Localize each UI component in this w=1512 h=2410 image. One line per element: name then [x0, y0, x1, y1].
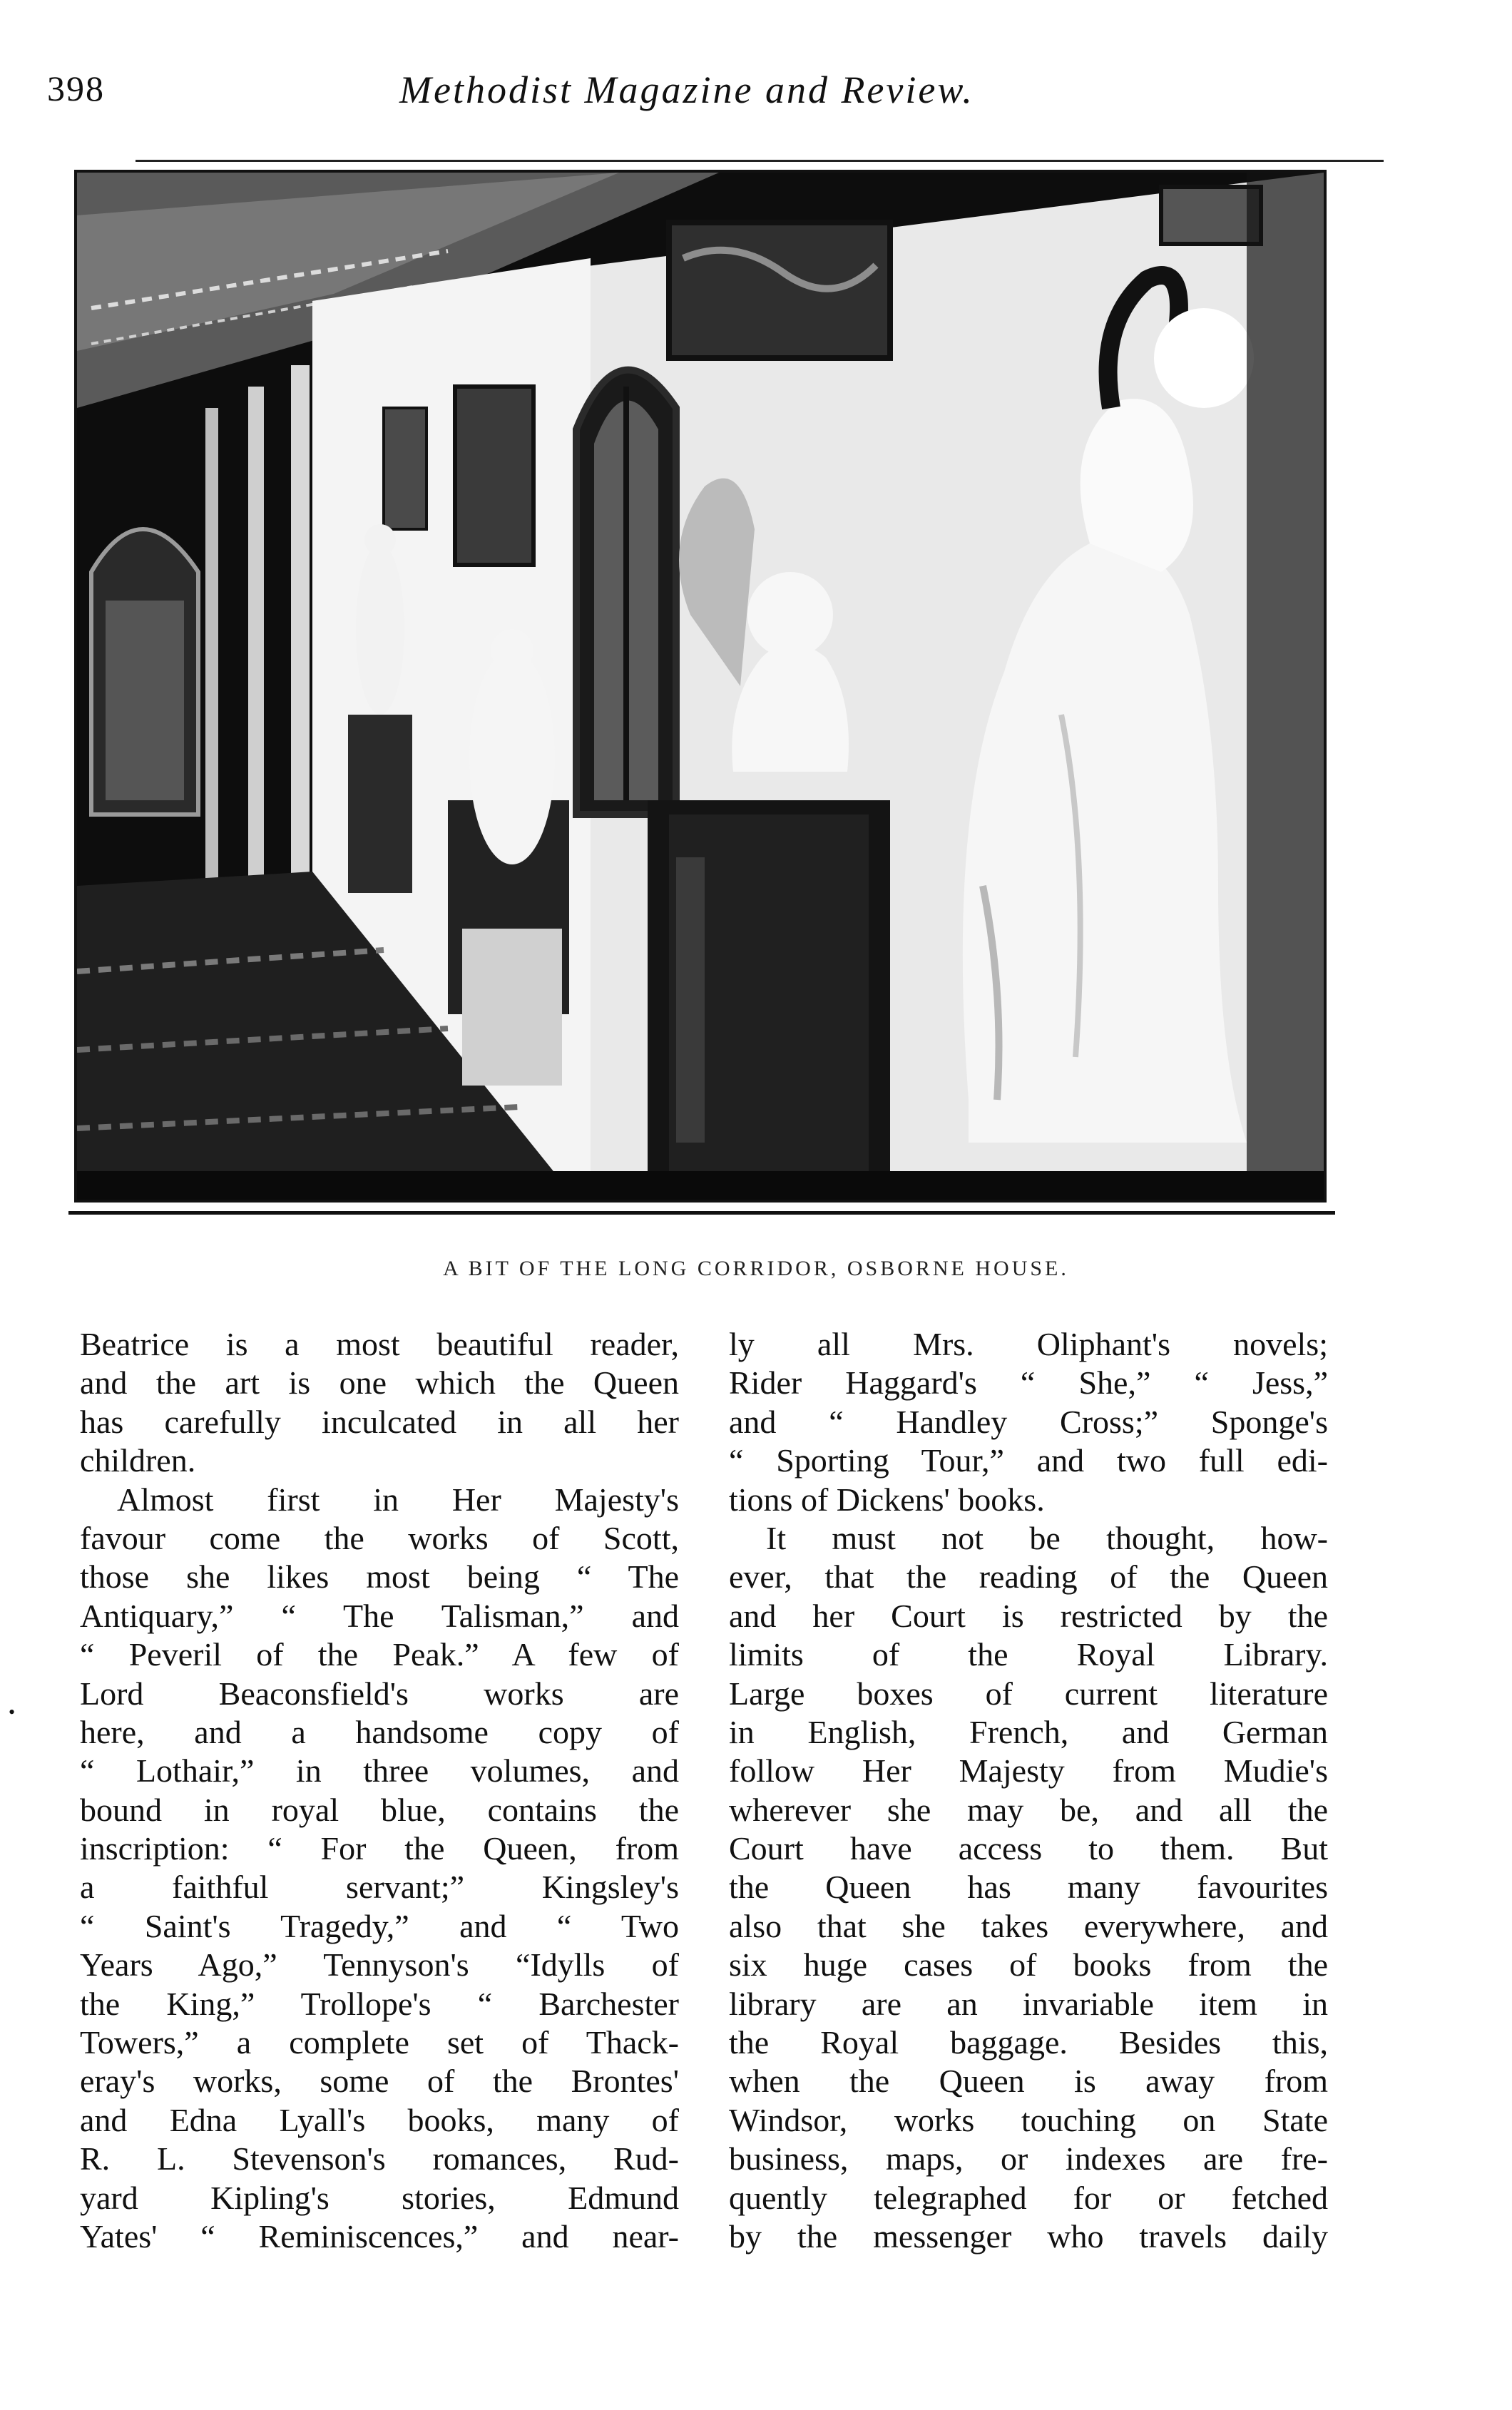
text-line: Lord Beaconsfield's works are	[80, 1675, 679, 1712]
text-line: Rider Haggard's “ She,” “ Jess,”	[729, 1364, 1328, 1401]
text-line: the Queen has many favourites	[729, 1869, 1328, 1906]
text-line: “ Lothair,” in three volumes, and	[80, 1752, 679, 1789]
text-line: and her Court is restricted by the	[729, 1597, 1328, 1634]
text-line: Towers,” a complete set of Thack-	[80, 2024, 679, 2061]
text-line: eray's works, some of the Brontes'	[80, 2063, 679, 2100]
text-line: business, maps, or indexes are fre-	[729, 2140, 1328, 2177]
text-line: “ Saint's Tragedy,” and “ Two	[80, 1907, 679, 1944]
text-line: Beatrice is a most beautiful reader,	[80, 1326, 679, 1362]
text-line: the Royal baggage. Besides this,	[729, 2024, 1328, 2061]
text-line: “ Sporting Tour,” and two full edi-	[729, 1442, 1328, 1479]
paragraph	[80, 1325, 679, 1481]
text-line: a faithful servant;” Kingsley's	[80, 1869, 679, 1906]
left-column	[80, 1325, 679, 2256]
paragraph	[729, 1325, 1328, 1519]
page-number: 398	[47, 68, 105, 108]
text-line: “ Peveril of the Peak.” A few of	[80, 1636, 679, 1673]
text-line: limits of the Royal Library.	[729, 1636, 1328, 1673]
figure-caption: A BIT OF THE LONG CORRIDOR, OSBORNE HOUSE.	[443, 1257, 1069, 1280]
paragraph	[729, 1519, 1328, 2256]
text-line: and Edna Lyall's books, many of	[80, 2101, 679, 2138]
text-line: in English, French, and German	[729, 1713, 1328, 1750]
text-line: Almost first in Her Majesty's	[117, 1481, 679, 1518]
top-rule	[136, 160, 1384, 162]
text-line: and “ Handley Cross;” Sponge's	[729, 1403, 1328, 1440]
text-line: the King,” Trollope's “ Barchester	[80, 1985, 679, 2022]
text-line: here, and a handsome copy of	[80, 1713, 679, 1750]
text-line: when the Queen is away from	[729, 2063, 1328, 2100]
text-line: inscription: “ For the Queen, from	[80, 1830, 679, 1867]
text-line: follow Her Majesty from Mudie's	[729, 1752, 1328, 1789]
text-line: and the art is one which the Queen	[80, 1364, 679, 1401]
text-line: also that she takes everywhere, and	[729, 1907, 1328, 1944]
running-head	[0, 68, 1512, 125]
text-line: Windsor, works touching on State	[729, 2101, 1328, 2138]
text-line: has carefully inculcated in all her	[80, 1403, 679, 1440]
text-line: six huge cases of books from the	[729, 1946, 1328, 1983]
corridor-photograph	[74, 170, 1327, 1203]
text-line: those she likes most being “ The	[80, 1558, 679, 1595]
text-line: Large boxes of current literature	[729, 1675, 1328, 1712]
text-line: library are an invariable item in	[729, 1985, 1328, 2022]
text-line: bound in royal blue, contains the	[80, 1791, 679, 1828]
text-line: Yates' “ Reminiscences,” and near-	[80, 2217, 679, 2255]
text-line: yard Kipling's stories, Edmund	[80, 2179, 679, 2216]
text-line: children.	[80, 1442, 196, 1479]
margin-mark: •	[9, 1702, 16, 1722]
text-line: favour come the works of Scott,	[80, 1519, 679, 1556]
text-line: wherever she may be, and all the	[729, 1791, 1328, 1828]
corridor-illustration	[77, 173, 1324, 1200]
text-line: ly all Mrs. Oliphant's novels;	[729, 1326, 1328, 1362]
text-line: R. L. Stevenson's romances, Rud-	[80, 2140, 679, 2177]
right-column	[729, 1325, 1328, 2256]
bottom-rule	[68, 1211, 1335, 1215]
paragraph	[80, 1481, 679, 2257]
text-line: ever, that the reading of the Queen	[729, 1558, 1328, 1595]
text-line: by the messenger who travels daily	[729, 2217, 1328, 2255]
text-line: Antiquary,” “ The Talisman,” and	[80, 1597, 679, 1634]
text-line: It must not be thought, how-	[766, 1519, 1328, 1556]
text-line: tions of Dickens' books.	[729, 1481, 1045, 1518]
text-line: Court have access to them. But	[729, 1830, 1328, 1867]
journal-title: Methodist Magazine and Review.	[399, 68, 974, 111]
text-line: Years Ago,” Tennyson's “Idylls of	[80, 1946, 679, 1983]
text-line: quently telegraphed for or fetched	[729, 2179, 1328, 2216]
